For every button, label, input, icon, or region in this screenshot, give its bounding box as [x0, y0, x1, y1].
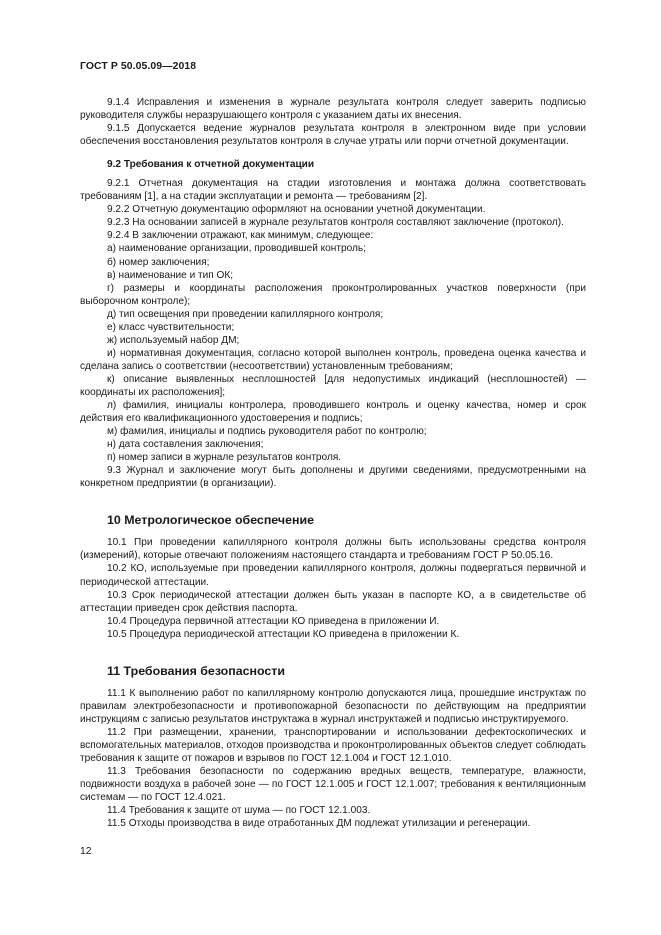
list-item-p: п) номер записи в журнале результатов контроля.: [107, 452, 342, 464]
paragraph-9-2-4: 9.2.4 В заключении отражают, как минимум, следующее:: [107, 230, 374, 242]
list-item-l: л) фамилия, инициалы контролера, проводившего контроль и оценку качества, номер и срок действия его квалификационного удостоверения и подпись;: [80, 400, 586, 425]
document-body: [80, 96, 586, 830]
paragraph-9-1-4: 9.1.4 Исправления и изменения в журнале результата контроля следует заверить подписью руководителя службы неразрушающего контроля с указанием даты их внесения.: [80, 97, 586, 122]
paragraph-10-4: 10.4 Процедура первичной аттестации КО приведена в приложении И.: [107, 615, 440, 627]
paragraph-9-2-2: 9.2.2 Отчетную документацию оформляют на основании учетной документации.: [107, 204, 486, 216]
list-item-b: б) номер заключения;: [107, 256, 210, 268]
paragraph-10-1: 10.1 При проведении капиллярного контроля должны быть использованы средства контроля (измерений), которые отвечают положениям настоящего стандарта и требованиям ГОСТ Р 50.05.16.: [80, 537, 586, 562]
paragraph-9-2-1: 9.2.1 Отчетная документация на стадии изготовления и монтажа должна соответствовать требованиям [1], а на стадии эксплуатации и ремонта — требованиям [2].: [80, 178, 586, 203]
list-item-e: е) класс чувствительности;: [107, 321, 235, 333]
paragraph-11-1: 11.1 К выполнению работ по капиллярному контролю допускаются лица, прошедшие инструктаж по правилам электробезопасности и противопожарной безопасности по действующим на предприятии инструкциям с записью результатов инструктажа в журнал инструктажей и подписью инструктируемого.: [80, 687, 586, 725]
paragraph-11-2: 11.2 При размещении, хранении, транспортировании и использовании дефектоскопических и вспомогательных материалов, отходов производства и проконтролированных объектов следует соблюдать требования к защите от пожаров и взрывов по ГОСТ 12.1.004 и ГОСТ 12.1.010.: [80, 726, 586, 764]
paragraph-10-5: 10.5 Процедура периодической аттестации КО приведена в приложении К.: [107, 628, 460, 640]
paragraph-11-3: 11.3 Требования безопасности по содержанию вредных веществ, температуре, влажности, подвижности воздуха в рабочей зоне — по ГОСТ 12.1.005 и ГОСТ 12.1.007; требования к вентиляционным системам — по ГОСТ 12.4.021.: [80, 766, 586, 804]
list-item-n: н) дата составления заключения;: [107, 439, 264, 451]
paragraph-9-3: 9.3 Журнал и заключение могут быть дополнены и другими сведениями, предусмотренными на конкретном предприятии (в организации).: [80, 465, 586, 490]
page-number: 12: [80, 846, 92, 857]
list-item-i: и) нормативная документация, согласно которой выполнен контроль, проведена оценка качества и сделана запись о соответствии (несоответствии) установленным требованиям;: [80, 347, 586, 372]
list-item-g: г) размеры и координаты расположения проконтролированных участков поверхности (при выборочном контроле);: [80, 282, 586, 307]
list-item-m: м) фамилия, инициалы и подпись руководителя работ по контролю;: [107, 426, 427, 438]
list-item-v: в) наименование и тип ОК;: [107, 269, 234, 281]
document-header: ГОСТ Р 50.05.09—2018: [80, 61, 197, 72]
list-item-k: к) описание выявленных несплошностей [для недопустимых индикаций (несплошностей) — координаты их расположения];: [80, 373, 586, 398]
paragraph-10-2: 10.2 КО, используемые при проведении капиллярного контроля, должны подвергаться первичной и периодической аттестации.: [80, 563, 586, 588]
paragraph-9-2-3: 9.2.3 На основании записей в журнале результатов контроля составляют заключение (протокол).: [107, 217, 564, 229]
list-item-zh: ж) используемый набор ДМ;: [107, 334, 240, 346]
section-heading-10: 10 Метрологическое обеспечение: [107, 513, 314, 528]
list-item-a: а) наименование организации, проводившей контроль;: [107, 243, 366, 255]
paragraph-9-1-5: 9.1.5 Допускается ведение журналов результата контроля в электронном виде при условии обеспечения восстановления результатов контроля в случае утраты или порчи отчетной документации.: [80, 123, 586, 148]
list-item-d: д) тип освещения при проведении капиллярного контроля;: [107, 308, 384, 320]
section-heading-11: 11 Требования безопасности: [107, 663, 285, 678]
subsection-heading-9-2: 9.2 Требования к отчетной документации: [107, 159, 315, 171]
paragraph-11-4: 11.4 Требования к защите от шума — по ГОСТ 12.1.003.: [107, 805, 371, 817]
paragraph-10-3: 10.3 Срок периодической аттестации должен быть указан в паспорте КО, а в свидетельстве об аттестации приведен срок действия паспорта.: [80, 589, 586, 614]
paragraph-11-5: 11.5 Отходы производства в виде отработанных ДМ подлежат утилизации и регенерации.: [107, 818, 531, 830]
